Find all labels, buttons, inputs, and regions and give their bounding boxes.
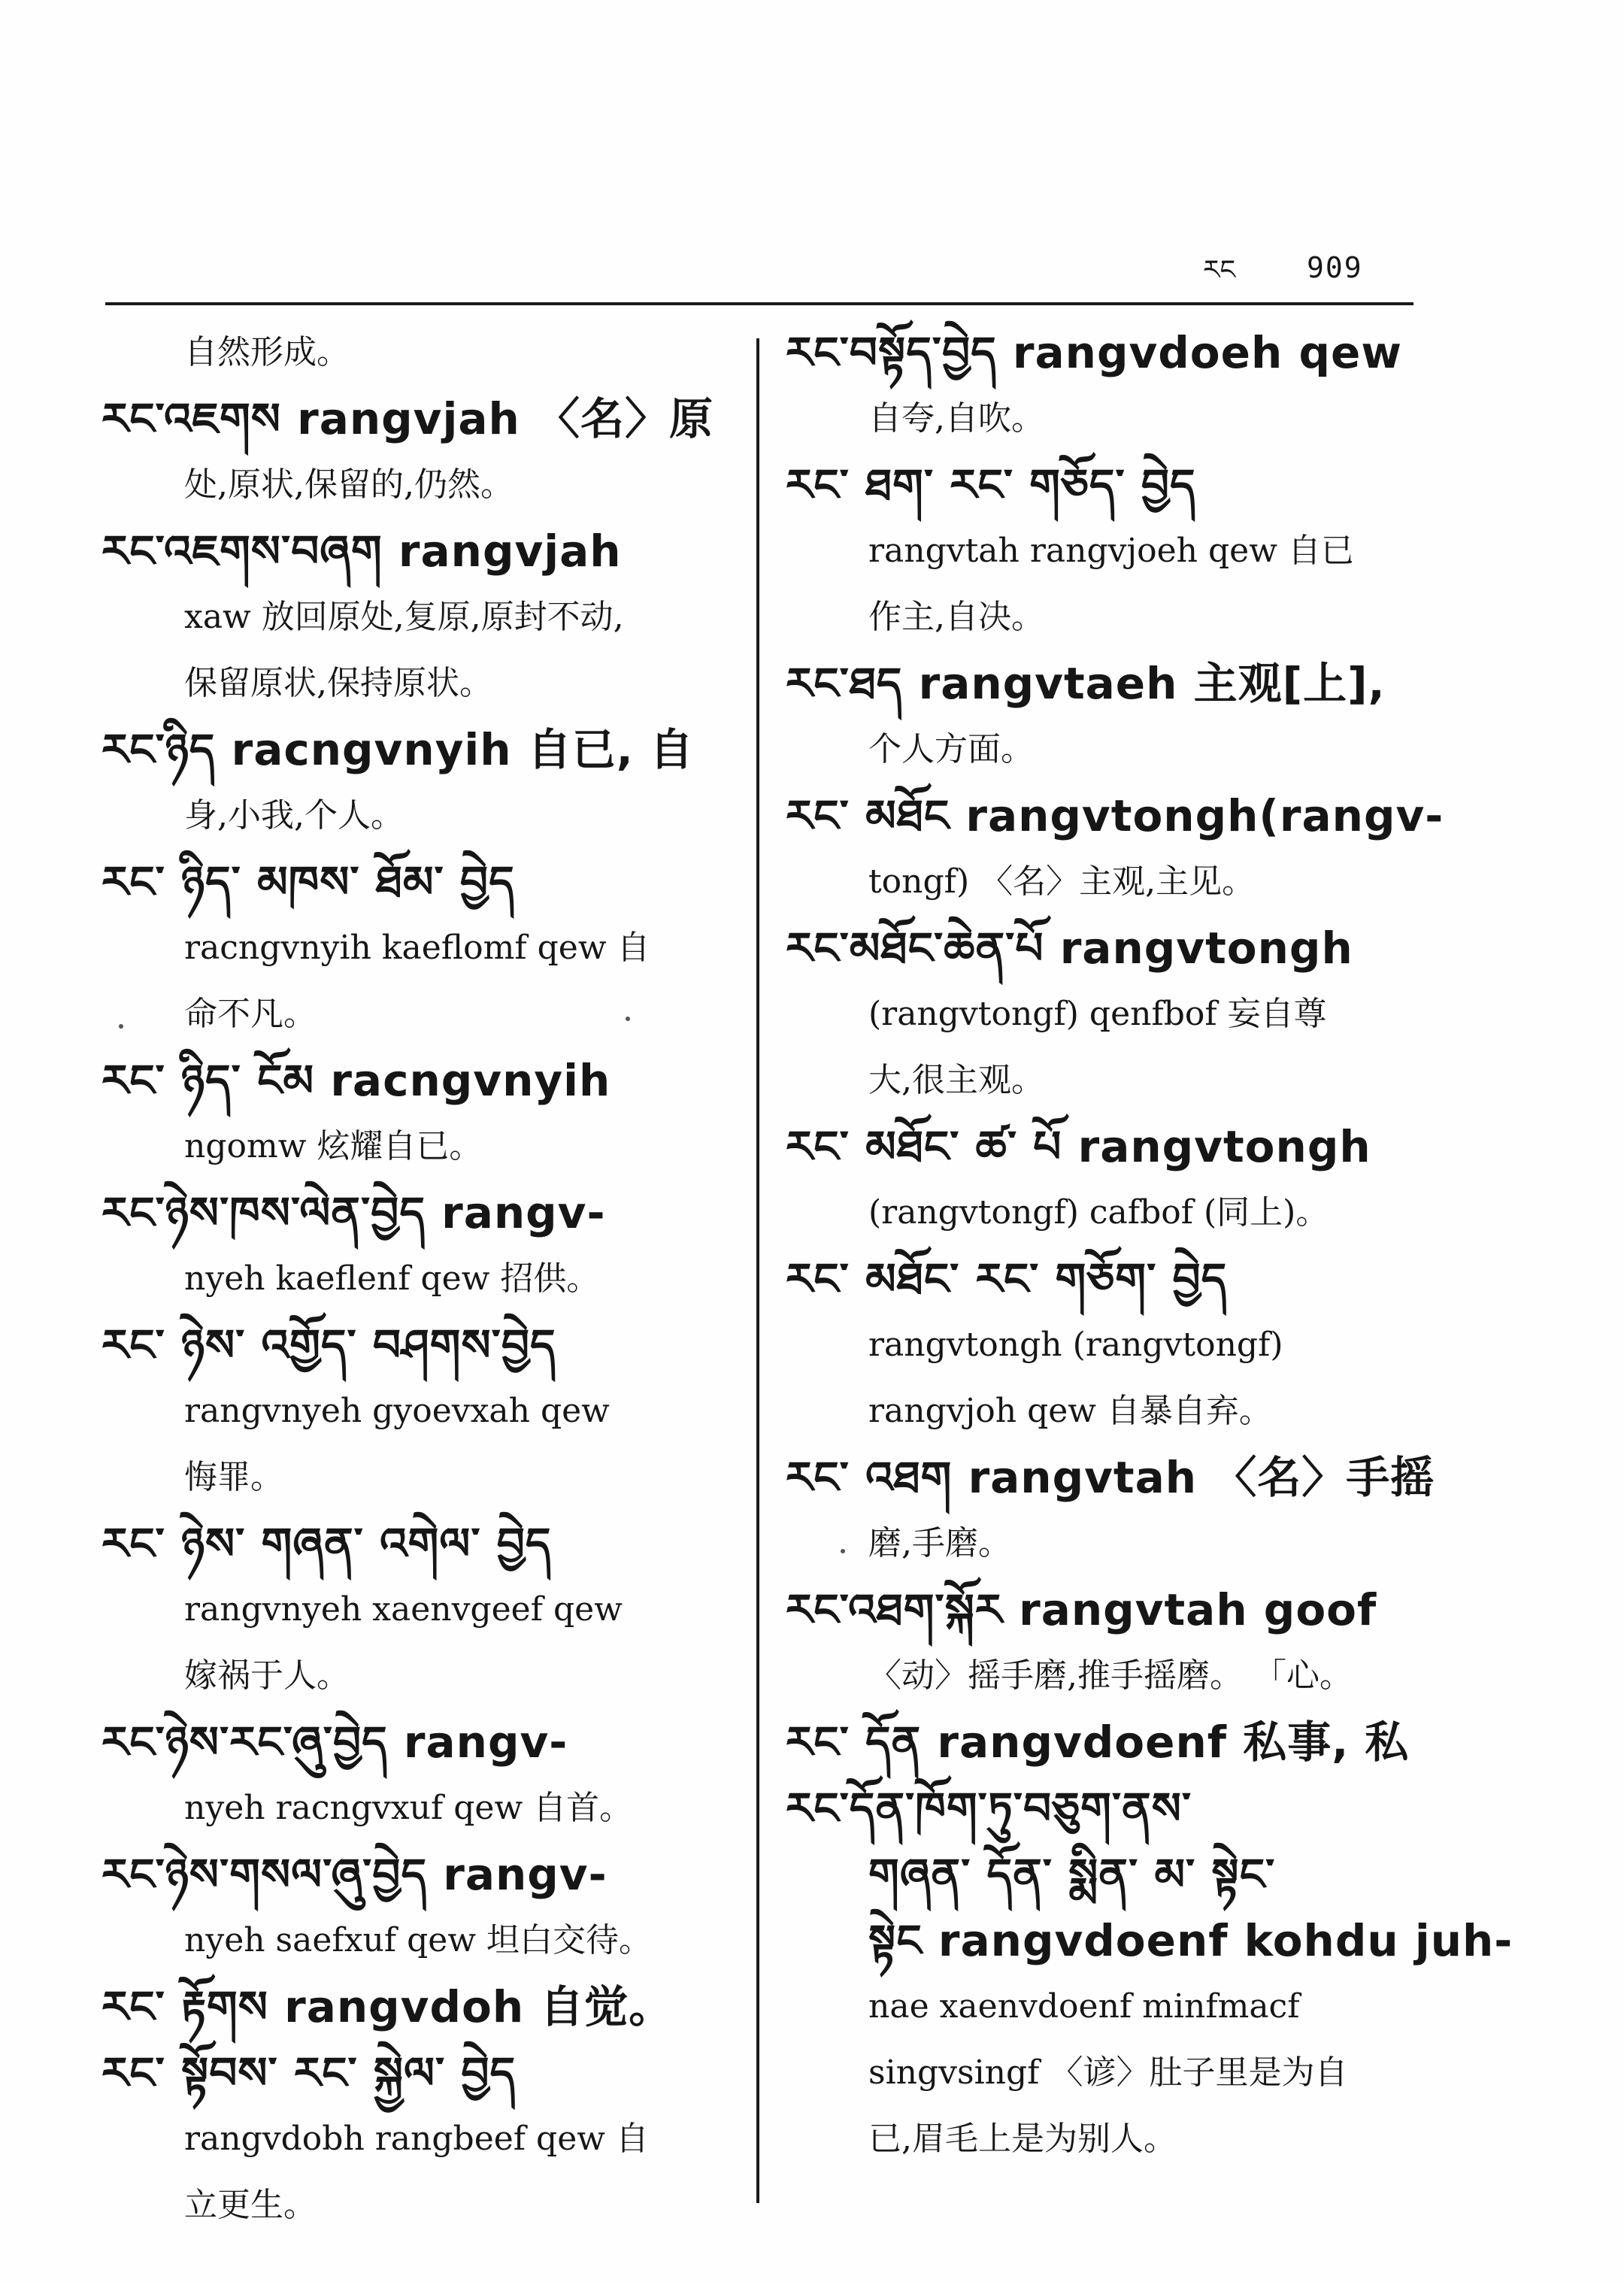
entry-text-line: 〈动〉摇手磨,推手摇磨。 「心。 (868, 1656, 1353, 1695)
print-speck (119, 1024, 123, 1029)
dictionary-entry (102, 1511, 733, 1709)
entry-text-line: 命不凡。 (184, 995, 317, 1033)
entry-text-line: ngomw 炫耀自已。 (184, 1127, 483, 1165)
entry-headword: རང་དོན་ཁོག་ཏུ་བཅུག་ནས་ (786, 1783, 1192, 1834)
entry-headword: རང་ ཉེས་ གཞན་ འགེལ་ བྱེད (102, 1518, 552, 1569)
entry-text-line: nyeh saefxuf qew 坦白交待。 (184, 1921, 652, 1959)
dictionary-entry (786, 1114, 1421, 1246)
entry-text-line: rangvtah rangvjoeh qew 自已 (868, 532, 1354, 570)
entry-text-line: singvsingf 〈谚〉肚子里是为自 (868, 2053, 1348, 2092)
dictionary-entry (786, 320, 1421, 452)
dictionary-entry (786, 1709, 1421, 1775)
dictionary-entry (786, 783, 1444, 915)
entry-text-line: 立更生。 (184, 2186, 317, 2224)
dictionary-entry (102, 1841, 733, 1974)
entry-text-line: 作主,自决。 (868, 598, 1044, 636)
entry-headword: རང་ འཐག rangvtah 〈名〉手摇 (786, 1452, 1435, 1503)
dictionary-entry (786, 1444, 1435, 1577)
dictionary-entry (786, 1775, 1513, 2172)
dictionary-entry (102, 1180, 733, 1312)
entry-text-line: 已,眉毛上是为别人。 (868, 2120, 1177, 2158)
entry-headword: རང་ མཐོང rangvtongh(rangv- (786, 790, 1444, 841)
entry-text-line: xaw 放回原处,复原,原封不动, (184, 598, 624, 636)
dictionary-entry (102, 717, 733, 849)
dictionary-entry (102, 1974, 733, 2040)
dictionary-entry (102, 518, 733, 717)
dictionary-entry (102, 2040, 733, 2238)
page-number: 909 (1307, 251, 1363, 284)
entry-text-line: 自然形成。 (184, 333, 350, 371)
entry-text-line: 身,小我,个人。 (184, 796, 404, 835)
left-column (102, 320, 733, 2238)
entry-headword: རང་ཉིད racngvnyih 自已, 自 (102, 724, 695, 775)
dictionary-entry (102, 1312, 733, 1511)
entry-text-line: nyeh racngvxuf qew 自首。 (184, 1789, 633, 1827)
print-speck (626, 1017, 630, 1021)
entry-headword: རང་ ཐག་ རང་ གཅོད་ བྱེད (786, 459, 1196, 511)
entry-text-line: tongf) 〈名〉主观,主见。 (868, 862, 1256, 901)
header-tibetan-letters: ཪང (1203, 255, 1236, 286)
dictionary-entry (102, 320, 733, 386)
dictionary-entry (102, 386, 733, 518)
entry-text-line: rangvnyeh gyoevxah qew (184, 1392, 610, 1430)
entry-headword: རང་འཇགས rangvjah 〈名〉原 (102, 393, 714, 444)
dictionary-entry (786, 1577, 1421, 1709)
print-speck (841, 1549, 845, 1553)
entry-text-line: (rangvtongf) cafbof (同上)。 (868, 1193, 1329, 1232)
dictionary-entry (786, 915, 1421, 1114)
column-divider (756, 338, 759, 2203)
dictionary-entry (786, 1246, 1421, 1444)
entry-text-line: rangvnyeh xaenvgeef qew (184, 1590, 623, 1629)
entry-text-line: 个人方面。 (868, 730, 1034, 768)
entry-headword: རང་འཇགས་བཞག rangvjah (102, 526, 622, 577)
entry-headword: རང་ ཉིད་ མཁས་ ཐོམ་ བྱེད (102, 856, 515, 908)
entry-text-line: 大,很主观。 (868, 1061, 1044, 1099)
entry-text-line: 悔罪。 (184, 1458, 283, 1496)
entry-headword: རང་ཉེས་རང་ཞུ་བྱེད rangv- (102, 1717, 568, 1768)
entry-headword: རང་ སྟོབས་ རང་ སྐྱེལ་ བྱེད (102, 2047, 517, 2099)
entry-headword: རང་ མཐོང་ རང་ གཅོག་ བྱེད (786, 1253, 1228, 1305)
entry-text-line: racngvnyih kaeflomf qew 自 (184, 929, 650, 967)
entry-headword: རང་ ཉེས་ འགྱོད་ བཤགས་བྱེད (102, 1320, 556, 1371)
entry-headword: རང་ རྟོགས rangvdoh 自觉。 (102, 1981, 674, 2032)
entry-headword: རང་ ཉིད་ ངོམ racngvnyih (102, 1055, 611, 1106)
entry-text-line: rangvjoh qew 自暴自弃。 (868, 1392, 1272, 1430)
right-column (786, 320, 1513, 2172)
entry-text-line: 保留原状,保持原状。 (184, 664, 492, 702)
entry-headword: རང་ཐད rangvtaeh 主观[上], (786, 658, 1386, 709)
entry-text-line: 处,原状,保留的,仍然。 (184, 465, 514, 504)
entry-headword: རང་ དོན rangvdoenf 私事, 私 (786, 1717, 1410, 1768)
dictionary-entry (102, 849, 733, 1047)
entry-headword: སྟེང rangvdoenf kohdu juh- (868, 1915, 1513, 1966)
entry-text-line: 磨,手磨。 (868, 1524, 1011, 1562)
header-rule (105, 302, 1413, 305)
entry-text-line: rangvtongh (rangvtongf) (868, 1326, 1283, 1364)
entry-headword: རང་བསྟོད་བྱེད rangvdoeh qew (786, 327, 1402, 378)
dictionary-entry (102, 1047, 733, 1180)
entry-text-line: nae xaenvdoenf minfmacf (868, 1987, 1300, 2026)
entry-text-line: 嫁祸于人。 (184, 1656, 350, 1695)
entry-headword: རང་མཐོང་ཆེན་པོ rangvtongh (786, 923, 1353, 974)
entry-headword: རང་ མཐོང་ ཚ་ པོ rangvtongh (786, 1121, 1371, 1172)
dictionary-entry (102, 1709, 733, 1841)
entry-headword: རང་ཉེས་གསལ་ཞུ་བྱེད rangv- (102, 1849, 607, 1900)
entry-headword: གཞན་ དོན་ སྨིན་ མ་ སྟེང་ (868, 1849, 1276, 1900)
entry-text-line: rangvdobh rangbeef qew 自 (184, 2120, 649, 2158)
dictionary-entry (786, 452, 1421, 650)
dictionary-entry (786, 650, 1421, 783)
entry-text-line: nyeh kaeflenf qew 招供。 (184, 1259, 600, 1298)
entry-headword: རང་ཉེས་ཁས་ལེན་བྱེད rangv- (102, 1187, 606, 1238)
entry-text-line: (rangvtongf) qenfbof 妄自尊 (868, 995, 1327, 1033)
entry-text-line: 自夸,自吹。 (868, 399, 1044, 438)
entry-headword: རང་འཐག་སྐོར rangvtah goof (786, 1584, 1377, 1635)
